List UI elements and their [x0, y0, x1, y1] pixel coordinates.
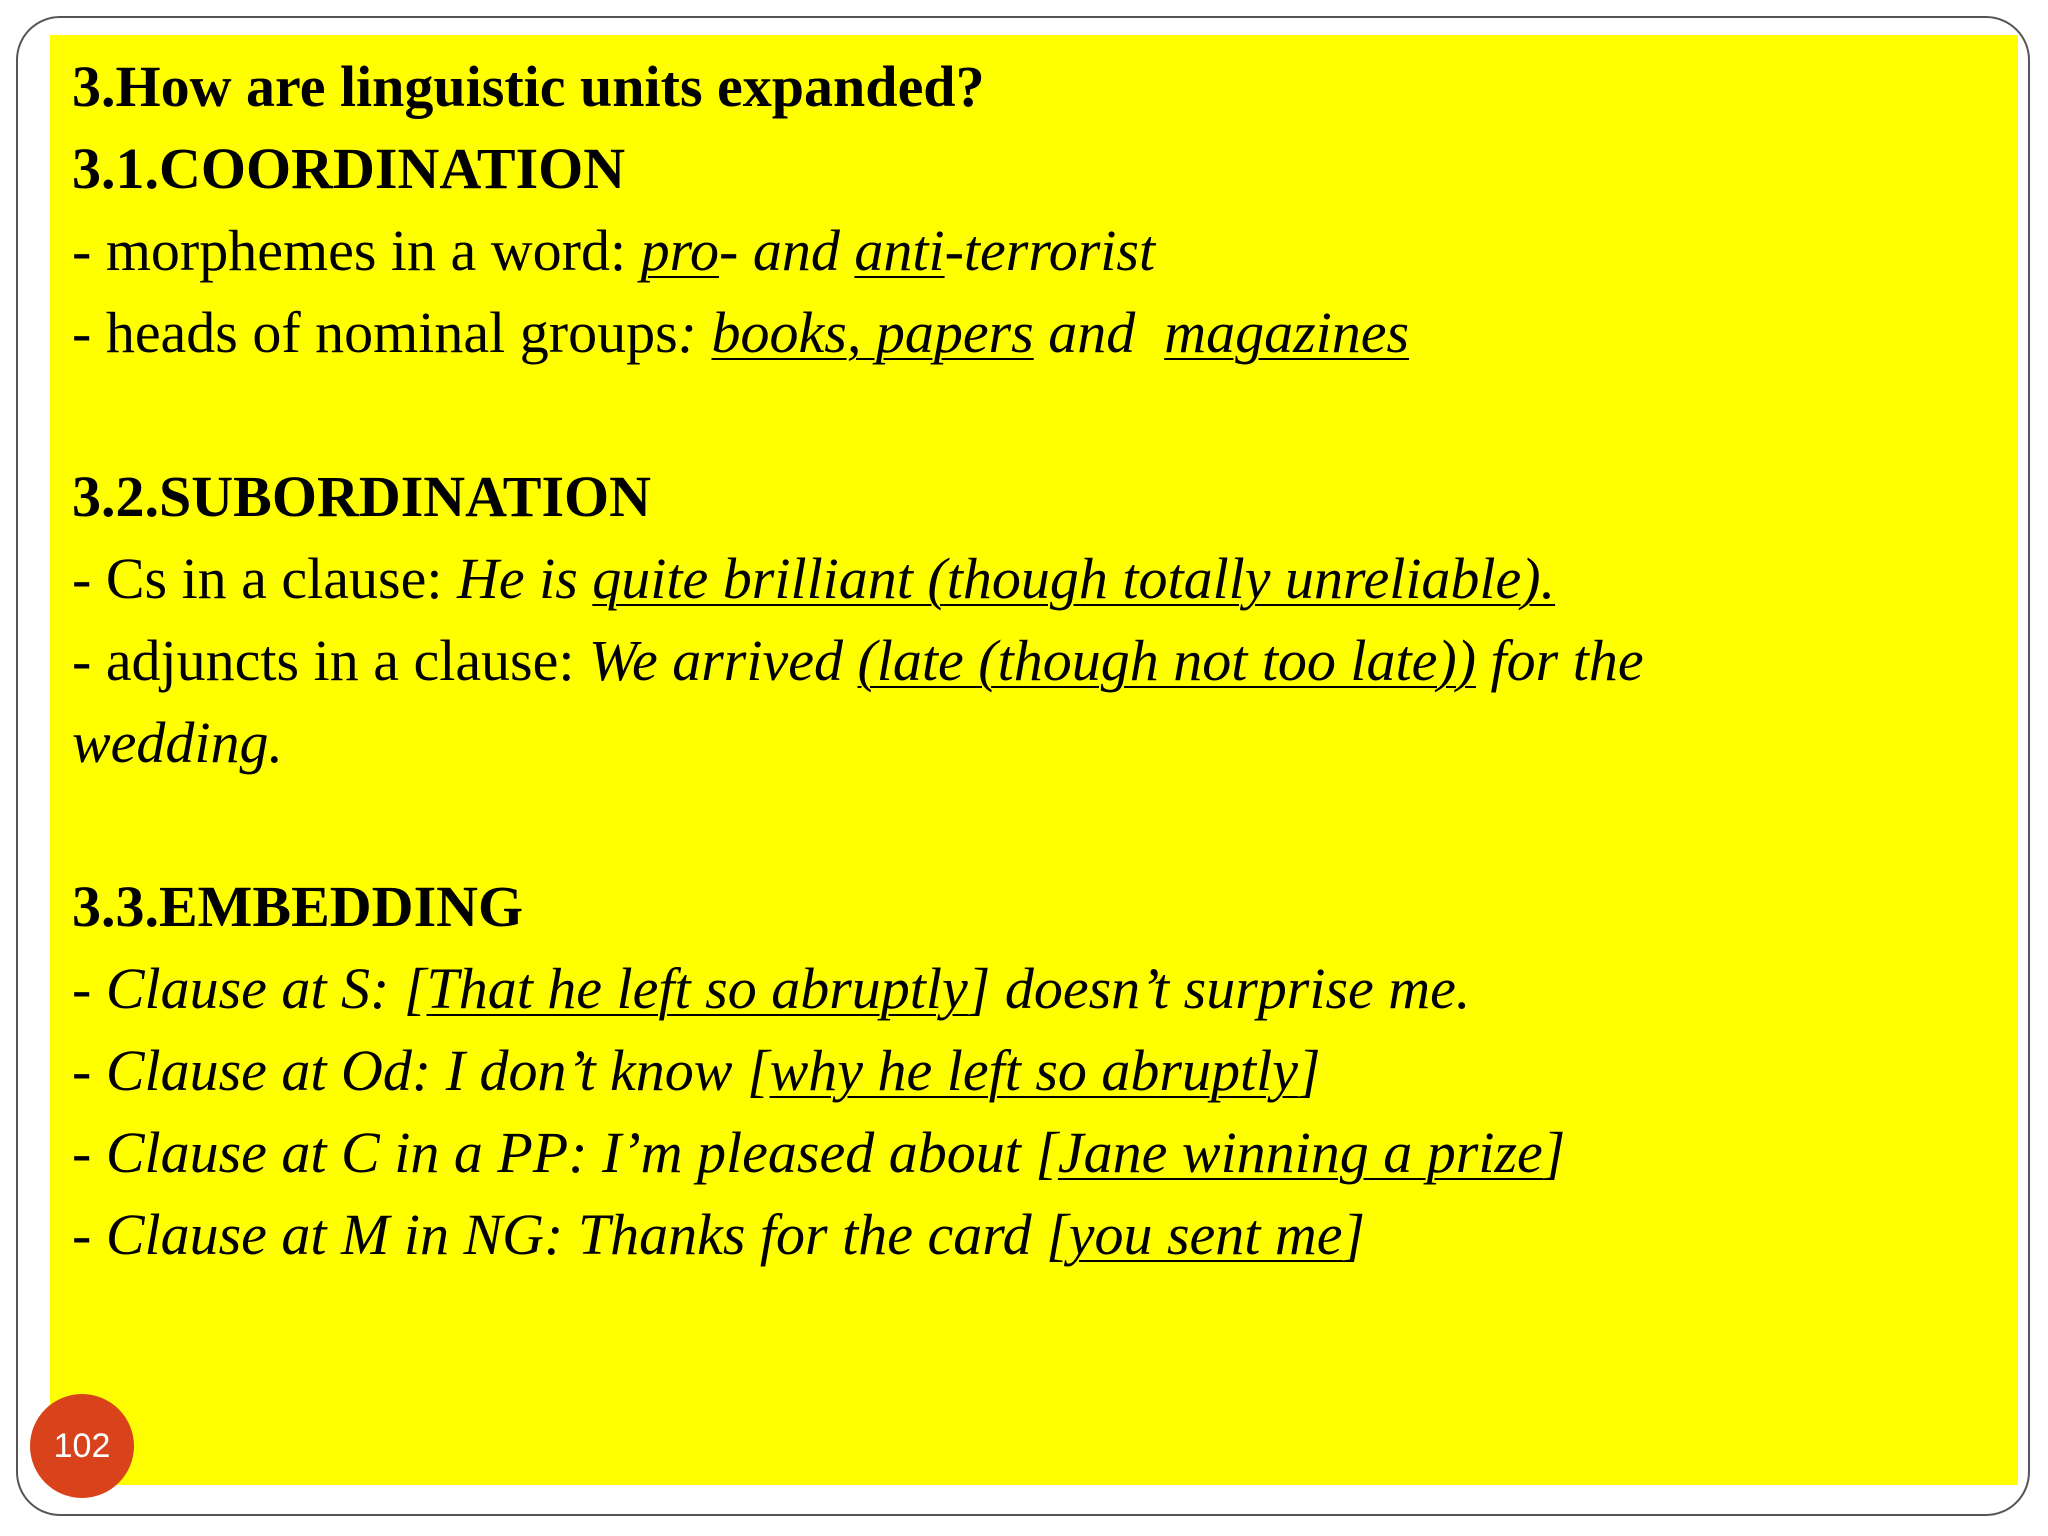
subordination-line-cs: [72, 538, 2012, 620]
example-anti: anti: [854, 218, 945, 283]
embedding-line-s: [72, 948, 2012, 1030]
example-books-papers: books, papers: [711, 300, 1034, 365]
example-you-sent-me: you sent me: [1068, 1202, 1343, 1267]
subordination-heading: 3.2.SUBORDINATION: [72, 464, 652, 529]
embedding-line-s-tail: ] doesn’t surprise me.: [967, 956, 1471, 1021]
example-we-arrived: We arrived: [589, 628, 858, 693]
embedding-line-c-pp-pre: - Clause at C in a PP: I’m pleased about [: [72, 1120, 1058, 1185]
embedding-line-c-pp-tail: ]: [1542, 1120, 1566, 1185]
spacer: [72, 374, 2012, 456]
coordination-heading: 3.1.COORDINATION: [72, 136, 626, 201]
example-and: - and: [719, 218, 855, 283]
example-why-he-left: why he left so abruptly: [769, 1038, 1298, 1103]
coordination-line-heads: [72, 292, 2012, 374]
embedding-line-m-ng-tail: ]: [1342, 1202, 1366, 1267]
spacer: [72, 784, 2012, 866]
subordination-line-adjuncts: [72, 620, 2012, 702]
example-that-he-left: That he left so abruptly: [426, 956, 968, 1021]
embedding-line-od-pre: - Clause at Od: I don’t know [: [72, 1038, 770, 1103]
embedding-line-od: [72, 1030, 2012, 1112]
coordination-line-morphemes-label: - morphemes in a word:: [72, 218, 641, 283]
embedding-line-s-pre: - Clause at S: [: [72, 956, 427, 1021]
subordination-line-adjuncts-label: - adjuncts in a clause:: [72, 628, 589, 693]
example-terrorist: -terrorist: [944, 218, 1156, 283]
coordination-line-morphemes: [72, 210, 2012, 292]
example-late: (late (though not too late)): [857, 628, 1477, 693]
coordination-line-heads-label: - heads of nominal groups: [72, 300, 678, 365]
page-number-badge: 102: [30, 1394, 134, 1498]
embedding-line-c-pp: [72, 1112, 2012, 1194]
example-jane-winning: Jane winning a prize: [1057, 1120, 1543, 1185]
embedding-heading: 3.3.EMBEDDING: [72, 874, 524, 939]
slide-text: [72, 46, 2012, 1276]
slide-title: 3.How are linguistic units expanded?: [72, 54, 985, 119]
example-magazines: magazines: [1164, 300, 1410, 365]
embedding-line-od-tail: ]: [1297, 1038, 1321, 1103]
embedding-line-m-ng: [72, 1194, 2012, 1276]
coordination-line-heads-colon: :: [677, 300, 712, 365]
embedding-line-m-ng-pre: - Clause at M in NG: Thanks for the card [: [72, 1202, 1069, 1267]
example-he-is: He is: [456, 546, 593, 611]
example-and-2: and: [1033, 300, 1165, 365]
subordination-line-cs-label: - Cs in a clause:: [72, 546, 457, 611]
example-for-the: for the: [1476, 628, 1644, 693]
example-pro: pro: [640, 218, 720, 283]
example-quite-brilliant: quite brilliant (though totally unreliable).: [592, 546, 1556, 611]
subordination-line-wedding: wedding.: [72, 710, 284, 775]
